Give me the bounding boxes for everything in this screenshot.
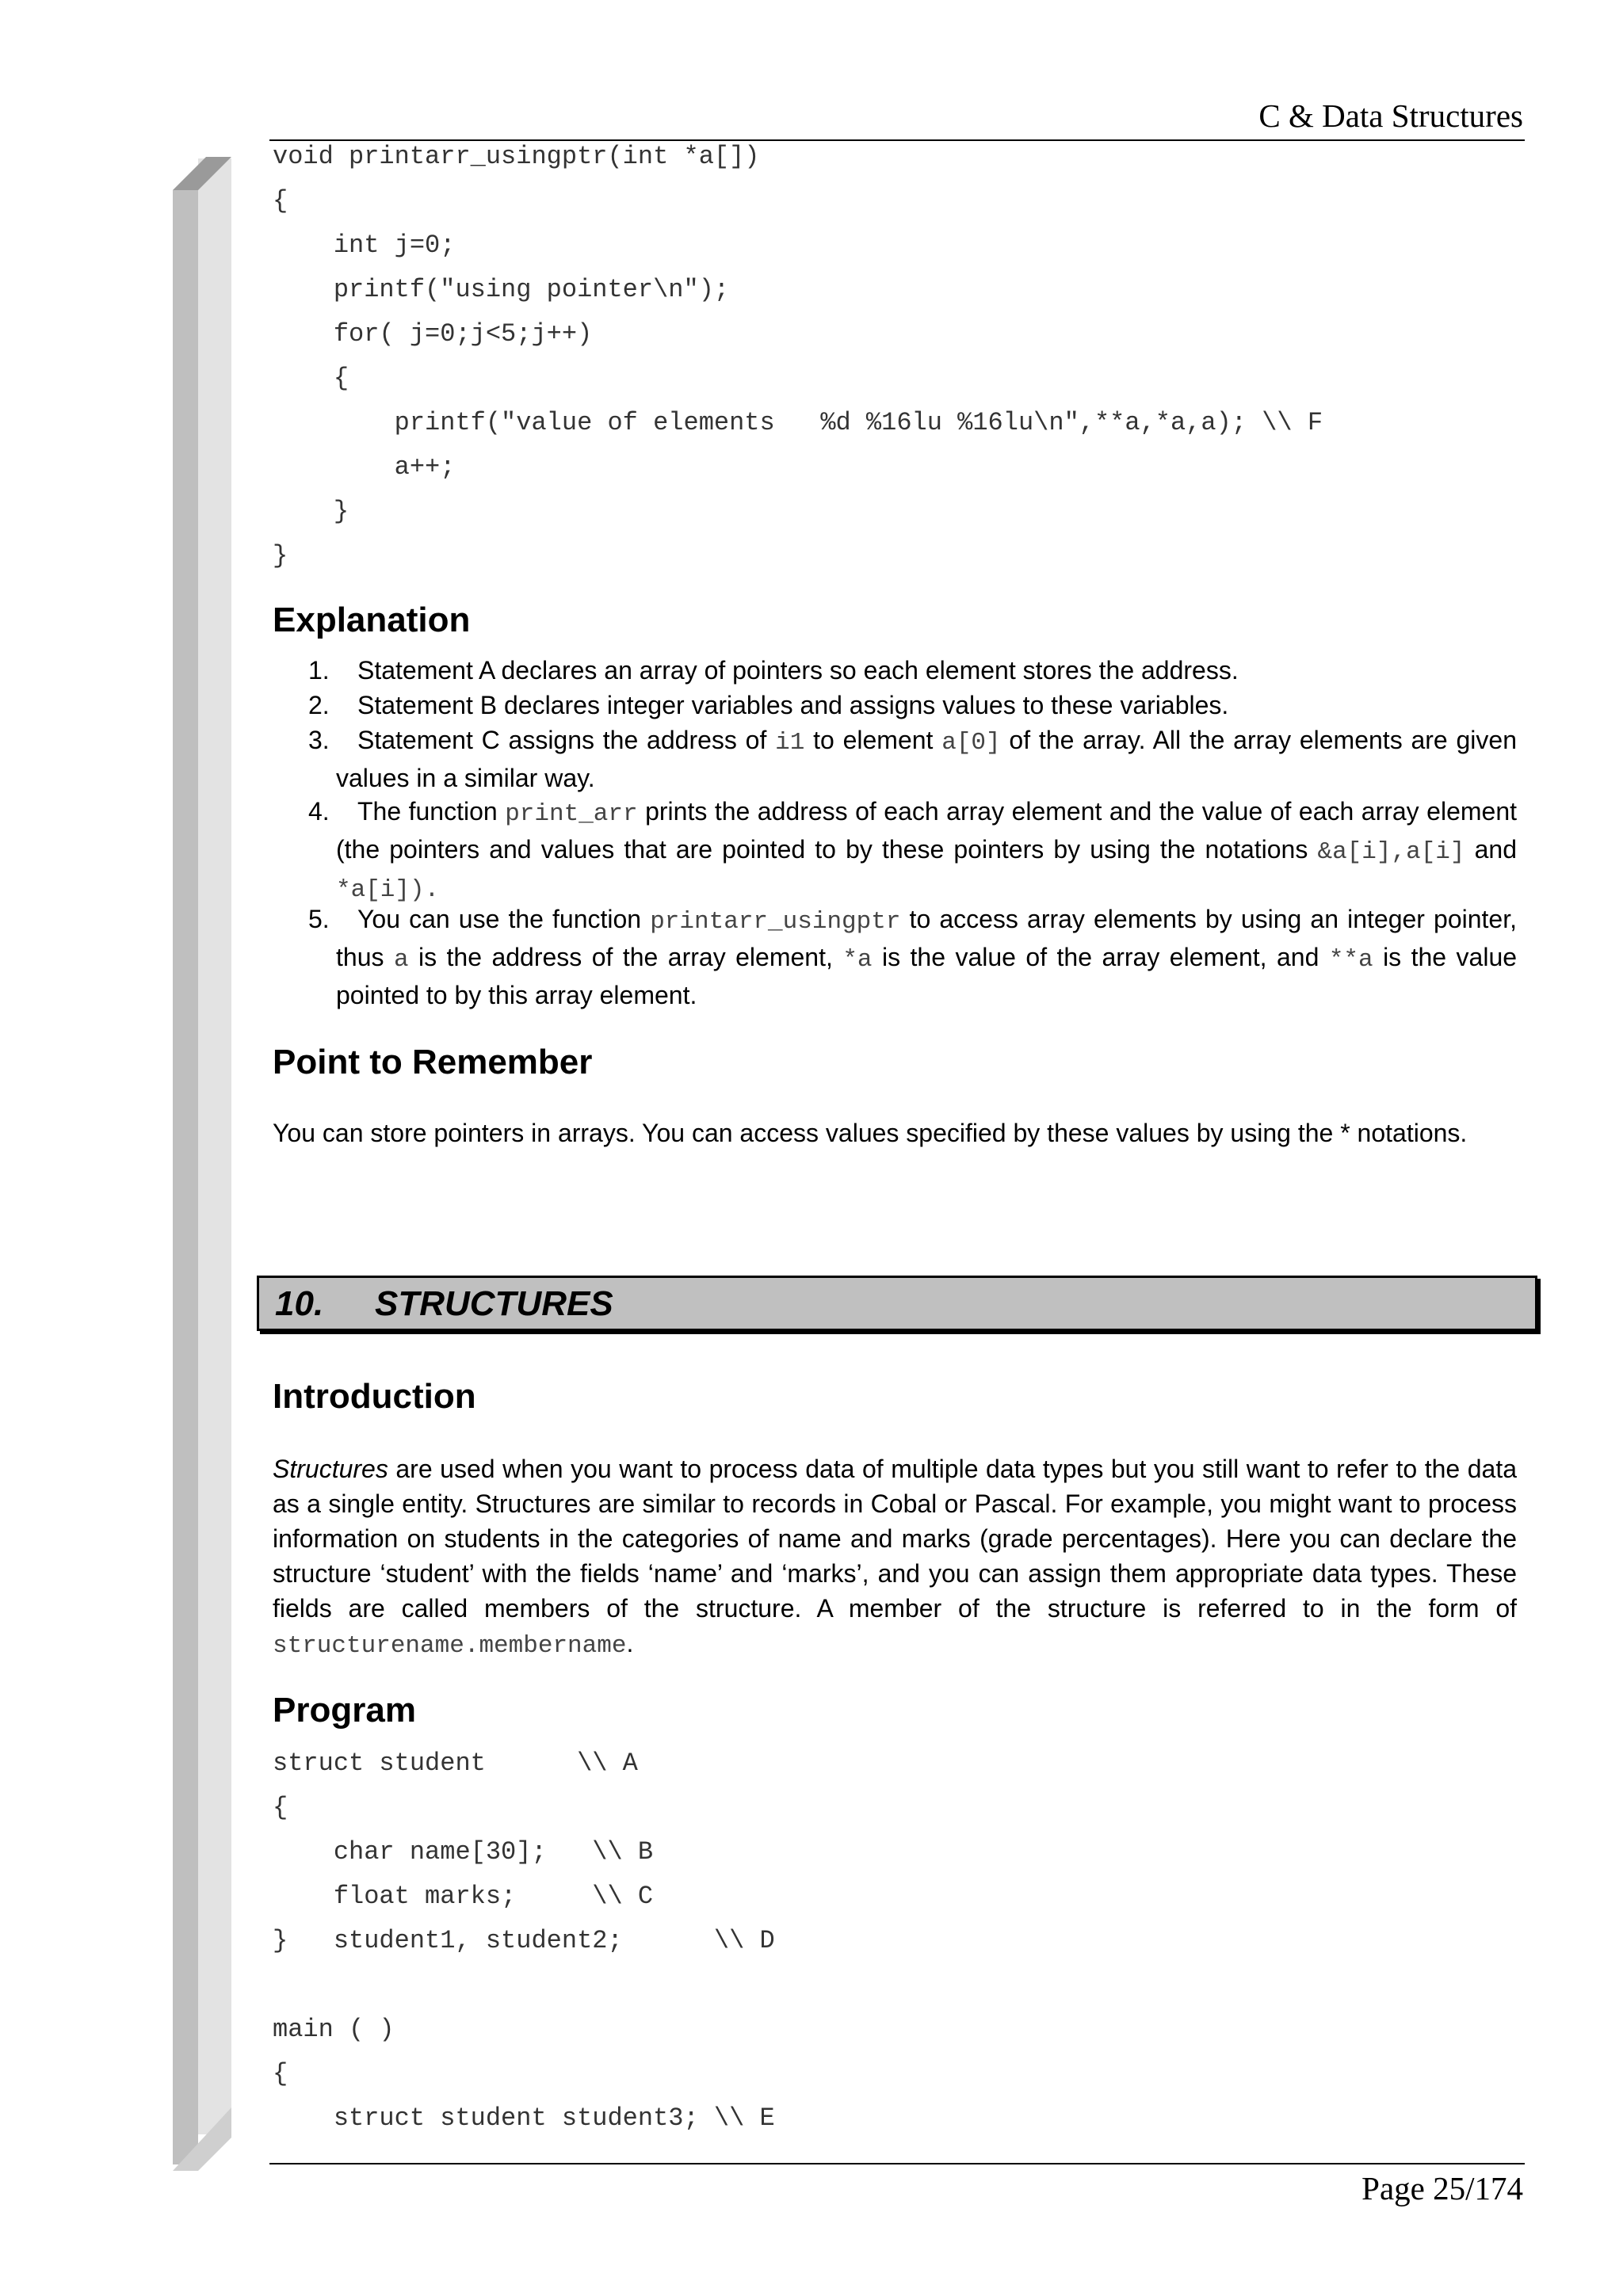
list-text: to access array elements by using an integer pointer, thus (336, 905, 1518, 971)
code-line: a++; (273, 452, 456, 482)
inline-code: &a[i],a[i] (1317, 838, 1465, 866)
code-line: void printarr_usingptr(int *a[]) (273, 142, 760, 171)
introduction-paragraph (273, 1451, 1517, 1664)
explanation-item-3 (273, 723, 1517, 796)
inline-code: *a[i]). (336, 876, 440, 904)
running-header: C & Data Structures (1258, 97, 1523, 134)
code-line: printf("value of elements %d %16lu %16lu\n",**a,*a,a); \\ F (273, 408, 1323, 437)
list-text: is the value of the array element, and (872, 943, 1329, 971)
list-text: Statement A declares an array of pointers so each element stores the address. (357, 656, 1239, 685)
section-banner (257, 1276, 1537, 1331)
section-title: STRUCTURES (375, 1284, 613, 1323)
inline-code: i1 (775, 729, 805, 757)
list-text: You can use the function (357, 905, 651, 933)
paragraph-text: are used when you want to process data of multiple data types but you still want to refer to the data as a single entity. Structures are similar to records in Cobal or Pascal. For example, you might want to process information on students in the categories of name and marks (grade percentages). Here you can declare the structure ‘student’ with the fields ‘name’ and ‘marks’, and you can assign them appropriate data types. These fields are called members of the structure. A member of the structure is referred to in the form of (273, 1455, 1517, 1623)
code-block-printarr (273, 135, 1541, 578)
footer-rule (269, 2163, 1525, 2164)
inline-code: structurename.membername (273, 1632, 627, 1660)
inline-code: a[0] (941, 729, 1001, 757)
code-line: { (273, 2059, 288, 2088)
inline-code: **a (1328, 946, 1373, 974)
introduction-heading: Introduction (273, 1377, 476, 1416)
list-number: 1. (308, 656, 330, 685)
list-text: The function (357, 797, 506, 826)
inline-code: a (393, 946, 409, 974)
inline-code: *a (842, 946, 873, 974)
code-line: int j=0; (273, 231, 456, 260)
emphasis-term: Structures (273, 1455, 388, 1483)
code-line: printf("using pointer\n"); (273, 275, 730, 304)
sidebar-bevel (166, 151, 238, 2179)
list-number: 2. (308, 691, 330, 719)
code-line: struct student \\ A (273, 1749, 638, 1778)
list-text: Statement B declares integer variables and assigns values to these variables. (357, 691, 1229, 719)
page-number: Page 25/174 (1361, 2170, 1523, 2206)
code-line: { (273, 364, 349, 393)
code-line: char name[30]; \\ B (273, 1837, 654, 1867)
inline-code: print_arr (505, 800, 638, 828)
code-line: } (273, 541, 288, 570)
explanation-item-4 (273, 794, 1517, 908)
point-to-remember-heading: Point to Remember (273, 1043, 593, 1081)
code-line: } (273, 497, 349, 526)
list-text: Statement C assigns the address of (357, 726, 776, 754)
code-line: { (273, 1793, 288, 1822)
program-heading: Program (273, 1691, 416, 1730)
code-block-struct (273, 1741, 1541, 2145)
list-text: is the value pointed to by this array element. (336, 943, 1518, 1009)
section-number: 10. (275, 1284, 324, 1323)
code-line: } student1, student2; \\ D (273, 1926, 775, 1955)
list-number: 3. (308, 726, 330, 754)
code-line: for( j=0;j<5;j++) (273, 319, 593, 349)
list-number: 4. (308, 797, 330, 826)
point-to-remember-text: You can store pointers in arrays. You can access values specified by these values by using the * notations. (273, 1119, 1468, 1147)
code-line: { (273, 186, 288, 215)
inline-code: printarr_usingptr (650, 908, 901, 936)
list-text: is the address of the array element, (408, 943, 843, 971)
explanation-item-5 (273, 902, 1517, 1013)
explanation-heading: Explanation (273, 601, 471, 639)
list-text: prints the address of each array element and the value of each array element (the pointers and values that are pointed to by these pointers by using the notations (336, 797, 1518, 864)
explanation-item-2 (273, 688, 1517, 723)
code-line: main ( ) (273, 2015, 395, 2044)
list-text: to element (804, 726, 942, 754)
paragraph-text: . (626, 1629, 634, 1657)
list-number: 5. (308, 905, 330, 933)
explanation-item-1 (273, 653, 1517, 688)
list-text: and (1465, 835, 1518, 864)
code-line: float marks; \\ C (273, 1882, 654, 1911)
code-line: struct student student3; \\ E (273, 2103, 775, 2133)
list-text: of the array. All the array elements are given values in a similar way. (336, 726, 1518, 792)
